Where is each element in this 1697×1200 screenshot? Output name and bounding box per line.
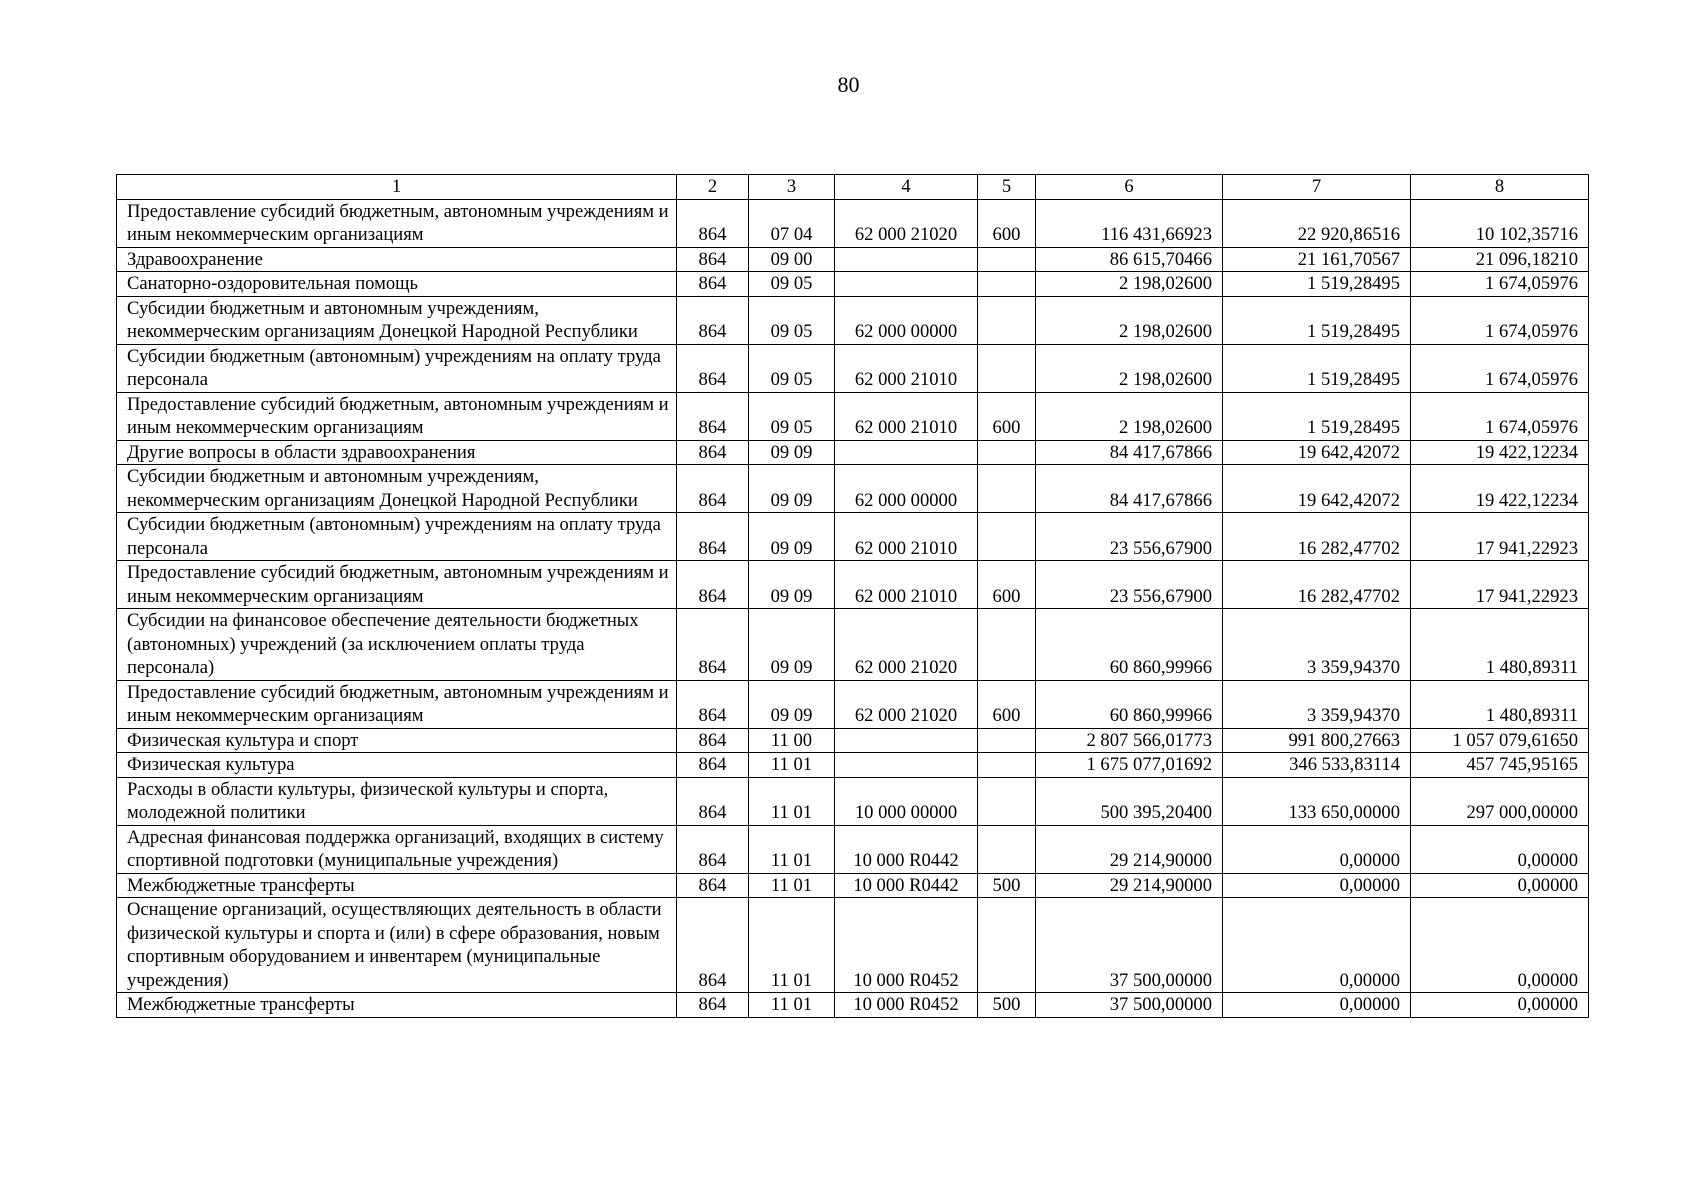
expense-name-cell: Оснащение организаций, осуществляющих деятельность в области физической культуры и спорта и (или) в сфере образования, новым спортивным оборудованием и инвентарем (муниципальные учреждения): [117, 898, 677, 993]
table-row: [117, 680, 1589, 728]
expense-name-cell: Предоставление субсидий бюджетным, автономным учреждениям и иным некоммерческим организациям: [117, 392, 677, 440]
amount-col6-cell: 1 675 077,01692: [1036, 753, 1223, 778]
expense-name-cell: Физическая культура: [117, 753, 677, 778]
section-code-cell: 09 05: [749, 272, 835, 297]
amount-col7-cell: 16 282,47702: [1223, 561, 1411, 609]
section-code-cell: 11 01: [749, 993, 835, 1018]
expense-name-cell: Физическая культура и спорт: [117, 728, 677, 753]
department-code-cell: 864: [677, 753, 749, 778]
amount-col8-cell: 0,00000: [1411, 825, 1589, 873]
table-row: [117, 825, 1589, 873]
target-item-code-cell: 62 000 00000: [835, 296, 978, 344]
amount-col8-cell: 17 941,22923: [1411, 561, 1589, 609]
expense-name-cell: Субсидии бюджетным (автономным) учреждениям на оплату труда персонала: [117, 513, 677, 561]
amount-col6-cell: 2 198,02600: [1036, 296, 1223, 344]
amount-col8-cell: 0,00000: [1411, 993, 1589, 1018]
amount-col6-cell: 29 214,90000: [1036, 873, 1223, 898]
section-code-cell: 11 00: [749, 728, 835, 753]
expense-type-code-cell: [978, 247, 1036, 272]
target-item-code-cell: [835, 440, 978, 465]
section-code-cell: 11 01: [749, 873, 835, 898]
expense-type-code-cell: 500: [978, 993, 1036, 1018]
expense-type-code-cell: [978, 753, 1036, 778]
amount-col8-cell: 0,00000: [1411, 873, 1589, 898]
expense-name-cell: Здравоохранение: [117, 247, 677, 272]
amount-col6-cell: 23 556,67900: [1036, 513, 1223, 561]
department-code-cell: 864: [677, 465, 749, 513]
section-code-cell: 11 01: [749, 898, 835, 993]
amount-col7-cell: 1 519,28495: [1223, 272, 1411, 297]
target-item-code-cell: 10 000 R0452: [835, 993, 978, 1018]
expense-name-cell: Предоставление субсидий бюджетным, автономным учреждениям и иным некоммерческим организациям: [117, 680, 677, 728]
amount-col7-cell: 0,00000: [1223, 873, 1411, 898]
table-row: [117, 753, 1589, 778]
expense-name-cell: Санаторно-оздоровительная помощь: [117, 272, 677, 297]
department-code-cell: 864: [677, 392, 749, 440]
column-header-6: 6: [1036, 175, 1223, 200]
department-code-cell: 864: [677, 247, 749, 272]
column-header-3: 3: [749, 175, 835, 200]
department-code-cell: 864: [677, 609, 749, 681]
target-item-code-cell: 10 000 R0452: [835, 898, 978, 993]
table-row: [117, 513, 1589, 561]
expense-type-code-cell: 600: [978, 199, 1036, 247]
expense-type-code-cell: [978, 825, 1036, 873]
department-code-cell: 864: [677, 199, 749, 247]
department-code-cell: 864: [677, 873, 749, 898]
table-row: [117, 873, 1589, 898]
target-item-code-cell: 62 000 21010: [835, 561, 978, 609]
section-code-cell: 09 05: [749, 392, 835, 440]
table-row: [117, 898, 1589, 993]
department-code-cell: 864: [677, 825, 749, 873]
expense-type-code-cell: 500: [978, 873, 1036, 898]
expense-name-cell: Субсидии на финансовое обеспечение деятельности бюджетных (автономных) учреждений (за исключением оплаты труда персонала): [117, 609, 677, 681]
amount-col6-cell: 2 807 566,01773: [1036, 728, 1223, 753]
amount-col6-cell: 2 198,02600: [1036, 272, 1223, 297]
expense-type-code-cell: [978, 513, 1036, 561]
section-code-cell: 09 05: [749, 296, 835, 344]
section-code-cell: 09 09: [749, 440, 835, 465]
section-code-cell: 11 01: [749, 777, 835, 825]
department-code-cell: 864: [677, 513, 749, 561]
amount-col6-cell: 37 500,00000: [1036, 993, 1223, 1018]
amount-col7-cell: 1 519,28495: [1223, 344, 1411, 392]
amount-col8-cell: 21 096,18210: [1411, 247, 1589, 272]
department-code-cell: 864: [677, 561, 749, 609]
department-code-cell: 864: [677, 296, 749, 344]
amount-col6-cell: 500 395,20400: [1036, 777, 1223, 825]
table-row: [117, 609, 1589, 681]
amount-col8-cell: 1 674,05976: [1411, 392, 1589, 440]
budget-table: [116, 174, 1589, 1018]
amount-col7-cell: 133 650,00000: [1223, 777, 1411, 825]
target-item-code-cell: [835, 272, 978, 297]
table-row: [117, 440, 1589, 465]
expense-type-code-cell: [978, 344, 1036, 392]
target-item-code-cell: [835, 753, 978, 778]
department-code-cell: 864: [677, 440, 749, 465]
section-code-cell: 09 00: [749, 247, 835, 272]
expense-name-cell: Межбюджетные трансферты: [117, 873, 677, 898]
amount-col7-cell: 1 519,28495: [1223, 296, 1411, 344]
expense-type-code-cell: [978, 728, 1036, 753]
amount-col8-cell: 19 422,12234: [1411, 465, 1589, 513]
target-item-code-cell: [835, 728, 978, 753]
amount-col6-cell: 84 417,67866: [1036, 465, 1223, 513]
section-code-cell: 07 04: [749, 199, 835, 247]
expense-name-cell: Расходы в области культуры, физической культуры и спорта, молодежной политики: [117, 777, 677, 825]
expense-type-code-cell: [978, 465, 1036, 513]
table-body: [117, 175, 1589, 1018]
department-code-cell: 864: [677, 728, 749, 753]
expense-name-cell: Субсидии бюджетным и автономным учреждениям, некоммерческим организациям Донецкой Народной Республики: [117, 465, 677, 513]
expense-type-code-cell: [978, 296, 1036, 344]
table-row: [117, 199, 1589, 247]
table-row: [117, 561, 1589, 609]
table-row: [117, 247, 1589, 272]
expense-type-code-cell: [978, 777, 1036, 825]
expense-type-code-cell: [978, 898, 1036, 993]
target-item-code-cell: 62 000 21020: [835, 199, 978, 247]
department-code-cell: 864: [677, 680, 749, 728]
column-header-2: 2: [677, 175, 749, 200]
target-item-code-cell: 62 000 00000: [835, 465, 978, 513]
amount-col7-cell: 991 800,27663: [1223, 728, 1411, 753]
amount-col7-cell: 22 920,86516: [1223, 199, 1411, 247]
amount-col8-cell: 1 480,89311: [1411, 609, 1589, 681]
table-row: [117, 272, 1589, 297]
expense-name-cell: Субсидии бюджетным (автономным) учреждениям на оплату труда персонала: [117, 344, 677, 392]
amount-col6-cell: 84 417,67866: [1036, 440, 1223, 465]
table-row: [117, 993, 1589, 1018]
amount-col8-cell: 0,00000: [1411, 898, 1589, 993]
section-code-cell: 09 05: [749, 344, 835, 392]
department-code-cell: 864: [677, 898, 749, 993]
department-code-cell: 864: [677, 344, 749, 392]
amount-col8-cell: 457 745,95165: [1411, 753, 1589, 778]
target-item-code-cell: 10 000 R0442: [835, 873, 978, 898]
amount-col8-cell: 1 057 079,61650: [1411, 728, 1589, 753]
amount-col8-cell: 1 674,05976: [1411, 344, 1589, 392]
target-item-code-cell: 62 000 21020: [835, 680, 978, 728]
expense-type-code-cell: [978, 272, 1036, 297]
amount-col7-cell: 21 161,70567: [1223, 247, 1411, 272]
table-row: [117, 777, 1589, 825]
expense-type-code-cell: [978, 609, 1036, 681]
expense-name-cell: Адресная финансовая поддержка организаций, входящих в систему спортивной подготовки (муниципальные учреждения): [117, 825, 677, 873]
department-code-cell: 864: [677, 272, 749, 297]
target-item-code-cell: 10 000 R0442: [835, 825, 978, 873]
table-row: [117, 465, 1589, 513]
amount-col7-cell: 0,00000: [1223, 898, 1411, 993]
department-code-cell: 864: [677, 993, 749, 1018]
target-item-code-cell: 62 000 21010: [835, 513, 978, 561]
expense-type-code-cell: 600: [978, 561, 1036, 609]
expense-name-cell: Межбюджетные трансферты: [117, 993, 677, 1018]
column-number-row: [117, 175, 1589, 200]
target-item-code-cell: 10 000 00000: [835, 777, 978, 825]
amount-col6-cell: 60 860,99966: [1036, 609, 1223, 681]
column-header-5: 5: [978, 175, 1036, 200]
expense-name-cell: Предоставление субсидий бюджетным, автономным учреждениям и иным некоммерческим организациям: [117, 561, 677, 609]
target-item-code-cell: 62 000 21010: [835, 392, 978, 440]
amount-col6-cell: 60 860,99966: [1036, 680, 1223, 728]
amount-col7-cell: 19 642,42072: [1223, 440, 1411, 465]
column-header-8: 8: [1411, 175, 1589, 200]
table-row: [117, 392, 1589, 440]
amount-col8-cell: 1 674,05976: [1411, 296, 1589, 344]
target-item-code-cell: [835, 247, 978, 272]
section-code-cell: 11 01: [749, 753, 835, 778]
amount-col8-cell: 17 941,22923: [1411, 513, 1589, 561]
column-header-1: 1: [117, 175, 677, 200]
expense-name-cell: Субсидии бюджетным и автономным учреждениям, некоммерческим организациям Донецкой Народной Республики: [117, 296, 677, 344]
amount-col7-cell: 346 533,83114: [1223, 753, 1411, 778]
amount-col6-cell: 86 615,70466: [1036, 247, 1223, 272]
amount-col6-cell: 23 556,67900: [1036, 561, 1223, 609]
amount-col8-cell: 10 102,35716: [1411, 199, 1589, 247]
amount-col7-cell: 0,00000: [1223, 825, 1411, 873]
department-code-cell: 864: [677, 777, 749, 825]
section-code-cell: 11 01: [749, 825, 835, 873]
table-row: [117, 728, 1589, 753]
section-code-cell: 09 09: [749, 561, 835, 609]
amount-col6-cell: 116 431,66923: [1036, 199, 1223, 247]
expense-type-code-cell: [978, 440, 1036, 465]
target-item-code-cell: 62 000 21020: [835, 609, 978, 681]
amount-col7-cell: 1 519,28495: [1223, 392, 1411, 440]
amount-col6-cell: 2 198,02600: [1036, 344, 1223, 392]
section-code-cell: 09 09: [749, 680, 835, 728]
amount-col6-cell: 29 214,90000: [1036, 825, 1223, 873]
target-item-code-cell: 62 000 21010: [835, 344, 978, 392]
amount-col7-cell: 0,00000: [1223, 993, 1411, 1018]
amount-col7-cell: 3 359,94370: [1223, 680, 1411, 728]
section-code-cell: 09 09: [749, 609, 835, 681]
page-number: 80: [837, 72, 860, 97]
amount-col8-cell: 19 422,12234: [1411, 440, 1589, 465]
amount-col7-cell: 16 282,47702: [1223, 513, 1411, 561]
amount-col7-cell: 3 359,94370: [1223, 609, 1411, 681]
section-code-cell: 09 09: [749, 465, 835, 513]
amount-col7-cell: 19 642,42072: [1223, 465, 1411, 513]
amount-col6-cell: 2 198,02600: [1036, 392, 1223, 440]
table-row: [117, 344, 1589, 392]
amount-col8-cell: 1 674,05976: [1411, 272, 1589, 297]
expense-name-cell: Предоставление субсидий бюджетным, автономным учреждениям и иным некоммерческим организациям: [117, 199, 677, 247]
expense-type-code-cell: 600: [978, 392, 1036, 440]
section-code-cell: 09 09: [749, 513, 835, 561]
table-row: [117, 296, 1589, 344]
column-header-4: 4: [835, 175, 978, 200]
amount-col8-cell: 297 000,00000: [1411, 777, 1589, 825]
amount-col6-cell: 37 500,00000: [1036, 898, 1223, 993]
expense-type-code-cell: 600: [978, 680, 1036, 728]
amount-col8-cell: 1 480,89311: [1411, 680, 1589, 728]
column-header-7: 7: [1223, 175, 1411, 200]
expense-name-cell: Другие вопросы в области здравоохранения: [117, 440, 677, 465]
